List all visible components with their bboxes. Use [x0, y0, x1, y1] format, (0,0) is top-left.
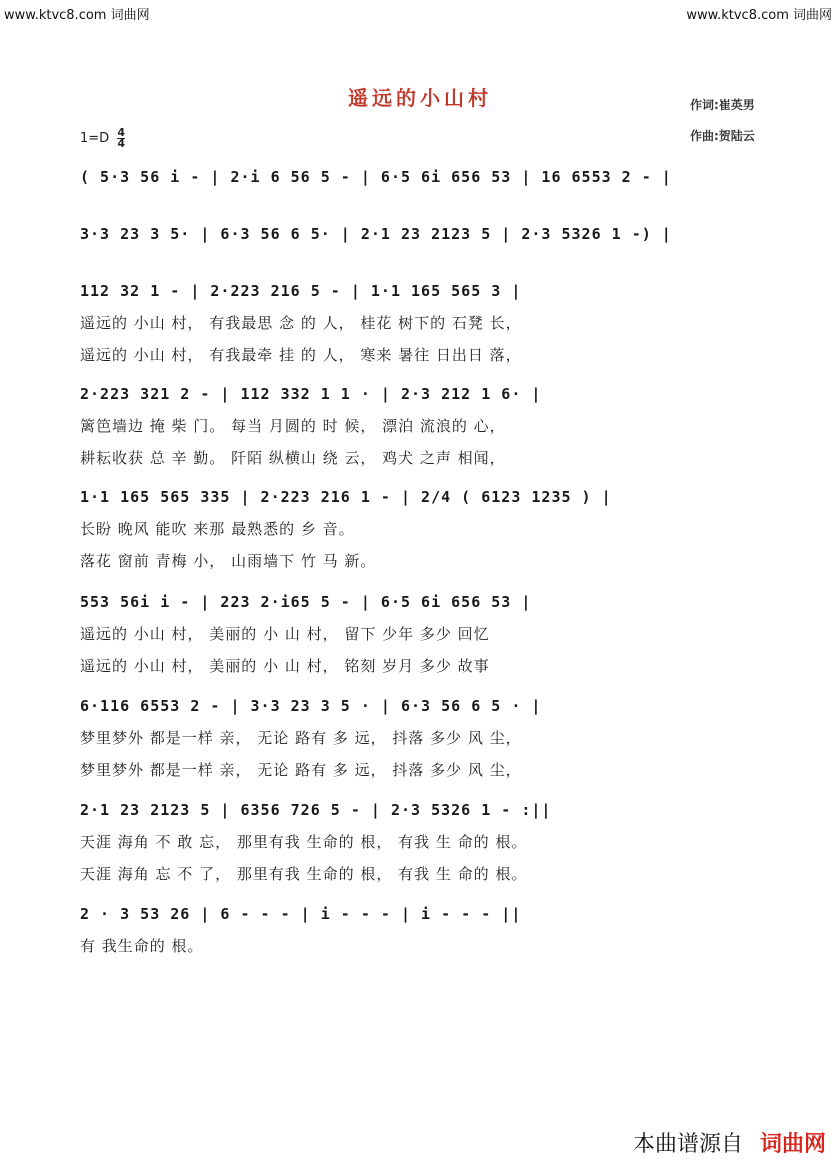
watermark-left: www.ktvc8.com 词曲网	[4, 8, 150, 23]
lyric-row-6b: 遥远的 小山 村， 美丽的 小 山 村， 铭刻 岁月 多少 故事	[80, 657, 490, 675]
lyric-row-3a: 遥远的 小山 村， 有我最思 念 的 人， 桂花 树下的 石凳 长，	[80, 314, 522, 332]
footer-source	[633, 1127, 826, 1158]
lyric-row-8a: 天涯 海角 不 敢 忘， 那里有我 生命的 根， 有我 生 命的 根。	[80, 833, 528, 851]
key-label: 1=D	[80, 131, 110, 146]
lyric-row-3b: 遥远的 小山 村， 有我最牵 挂 的 人， 寒来 暑往 日出日 落，	[80, 346, 522, 364]
lyric-row-9a: 有 我生命的 根。	[80, 937, 204, 955]
composer-credit: 作曲:贺陆云	[690, 129, 755, 143]
key-signature	[80, 128, 125, 149]
notation-row-1: ( 5·3 56 i - | 2·i 6 56 5 - | 6·5 6i 656 53 | 16 6553 2 - |	[80, 168, 672, 186]
notation-row-3: 112 32 1 - | 2·223 216 5 - | 1·1 165 565 3 |	[80, 282, 522, 300]
watermark-right: www.ktvc8.com 词曲网	[686, 8, 832, 23]
notation-row-5: 1·1 165 565 335 | 2·223 216 1 - | 2/4 ( 6123 1235 ) |	[80, 488, 612, 506]
footer-site-name[interactable]: 词曲网	[759, 1132, 826, 1157]
lyric-row-6a: 遥远的 小山 村， 美丽的 小 山 村， 留下 少年 多少 回忆	[80, 625, 490, 643]
notation-row-6: 553 56i i - | 223 2·i65 5 - | 6·5 6i 656 53 |	[80, 593, 532, 611]
song-title: 遥远的小山村	[348, 86, 492, 110]
time-bottom: 4	[117, 137, 125, 150]
notation-row-8: 2·1 23 2123 5 | 6356 726 5 - | 2·3 5326 1 - :||	[80, 801, 552, 819]
lyric-row-5a: 长盼 晚风 能吹 来那 最熟悉的 乡 音。	[80, 520, 355, 538]
notation-row-2: 3·3 23 3 5· | 6·3 56 6 5· | 2·1 23 2123 5 | 2·3 5326 1 -) |	[80, 225, 672, 243]
lyric-row-7b: 梦里梦外 都是一样 亲， 无论 路有 多 远， 抖落 多少 风 尘，	[80, 761, 522, 779]
lyric-row-4a: 篱笆墙边 掩 柴 门。 每当 月圆的 时 候， 漂泊 流浪的 心，	[80, 417, 506, 435]
time-top: 4	[117, 126, 125, 139]
notation-row-9: 2 · 3 53 26 | 6 - - - | i - - - | i - - - ||	[80, 905, 522, 923]
footer-source-label: 本曲谱源自	[632, 1132, 743, 1157]
time-signature	[117, 128, 125, 149]
lyric-row-8b: 天涯 海角 忘 不 了， 那里有我 生命的 根， 有我 生 命的 根。	[80, 865, 528, 883]
lyric-row-4b: 耕耘收获 总 辛 勤。 阡陌 纵横山 绕 云， 鸡犬 之声 相闻，	[80, 449, 506, 467]
lyric-row-7a: 梦里梦外 都是一样 亲， 无论 路有 多 远， 抖落 多少 风 尘，	[80, 729, 522, 747]
notation-row-7: 6·116 6553 2 - | 3·3 23 3 5 · | 6·3 56 6 5 · |	[80, 697, 542, 715]
notation-row-4: 2·223 321 2 - | 112 332 1 1 · | 2·3 212 1 6· |	[80, 385, 542, 403]
lyricist-credit: 作词:崔英男	[690, 98, 755, 112]
lyric-row-5b: 落花 窗前 青梅 小， 山雨墙下 竹 马 新。	[80, 552, 377, 570]
